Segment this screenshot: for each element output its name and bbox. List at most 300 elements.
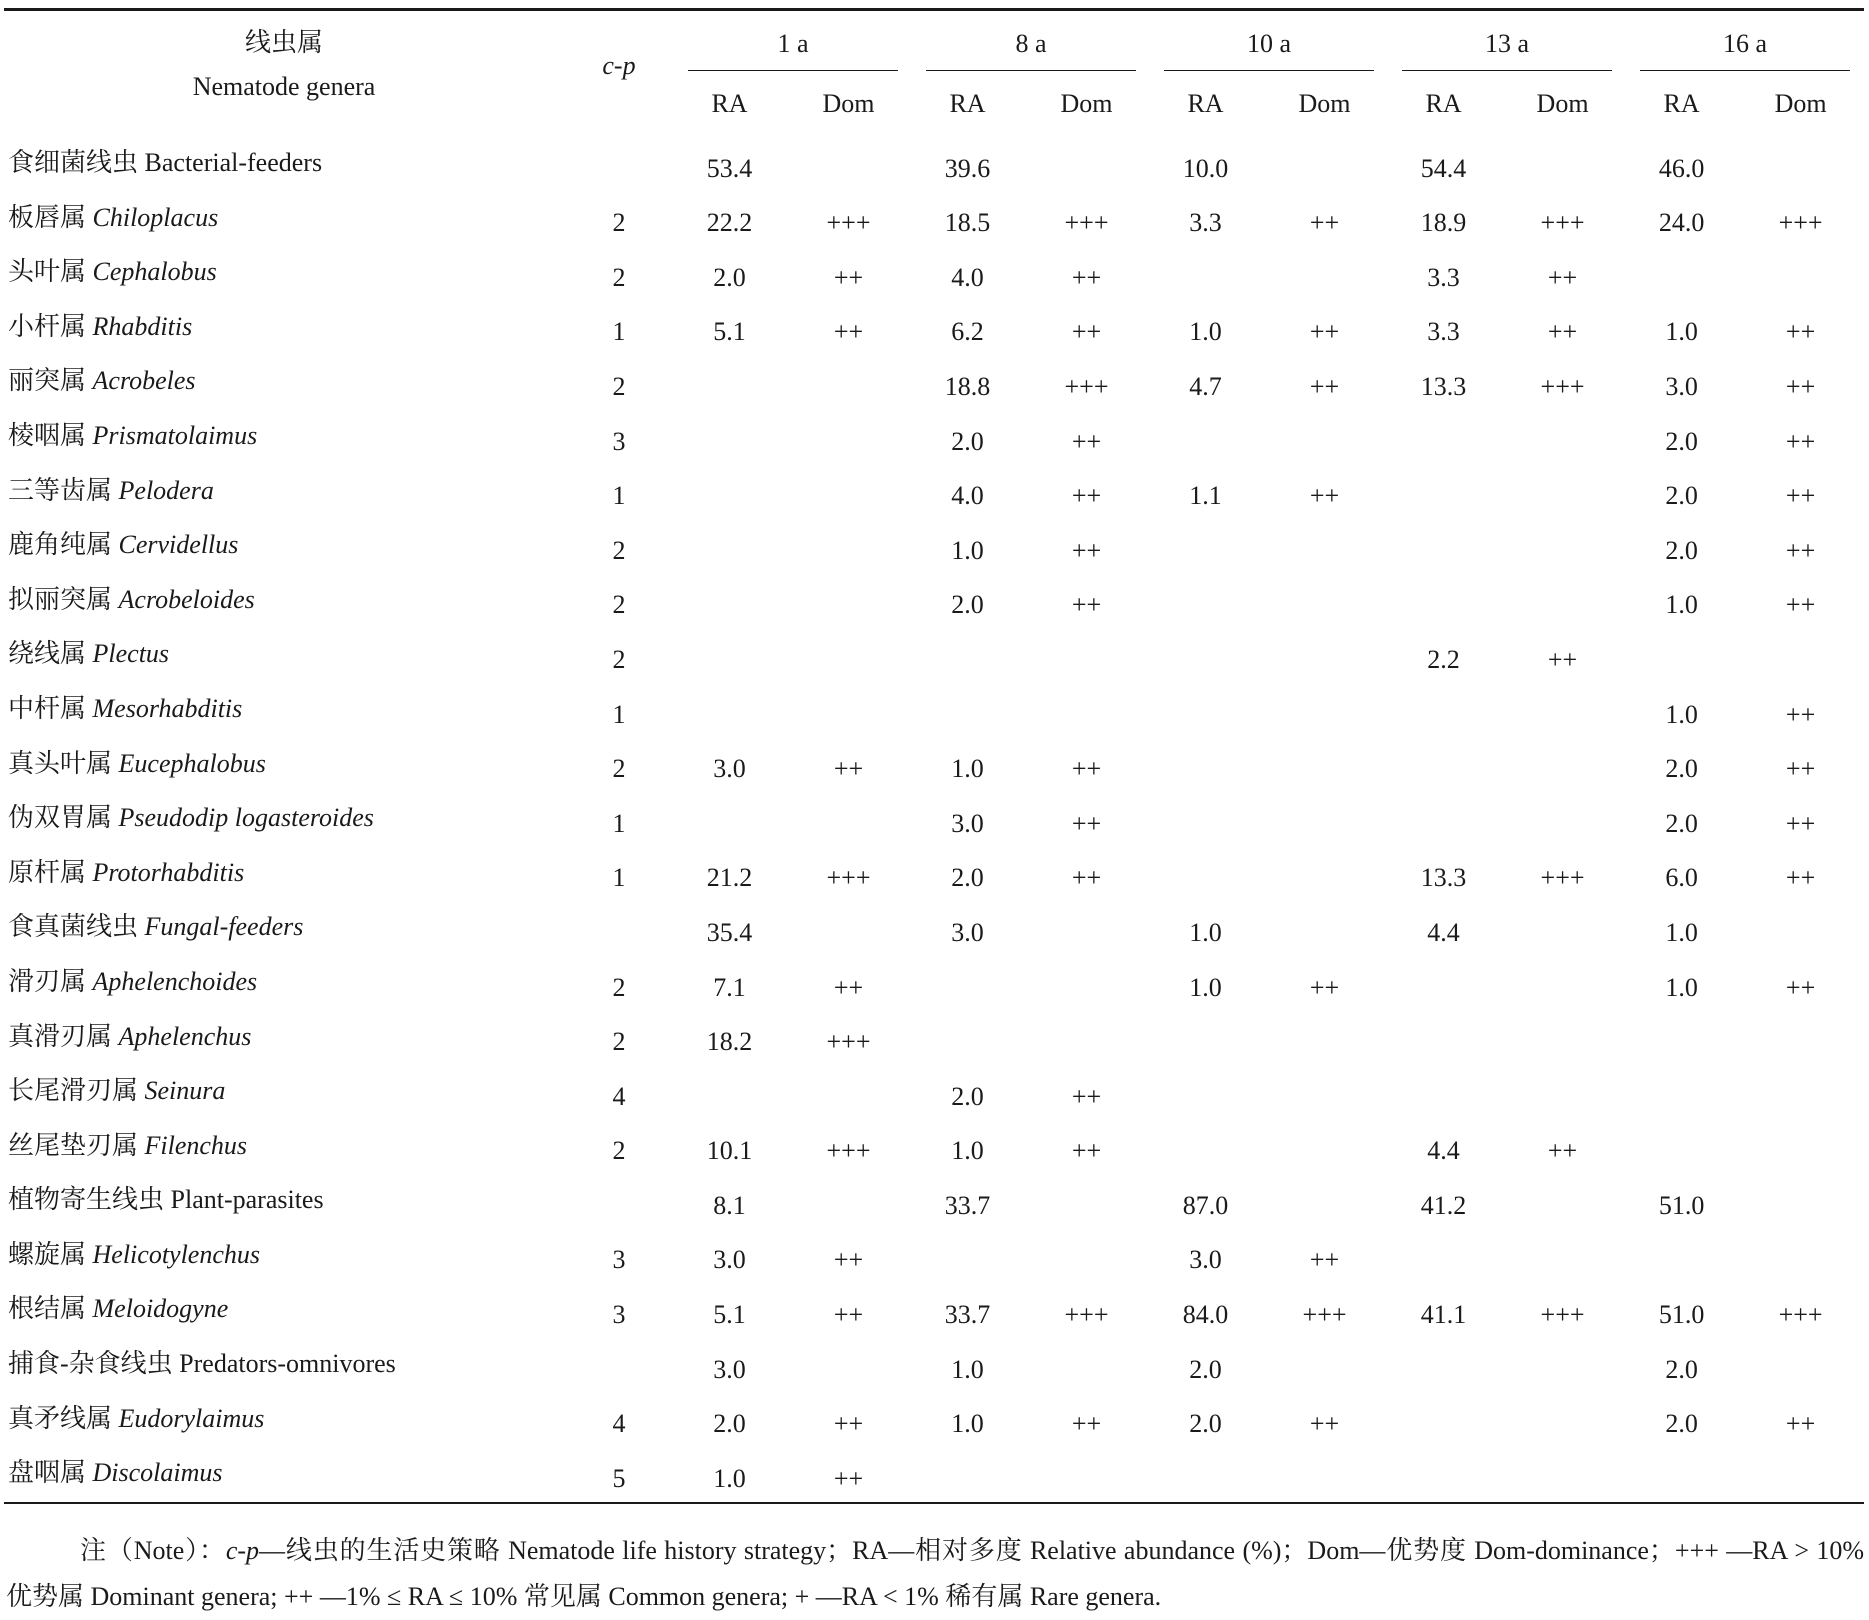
cp-value-cell (564, 137, 674, 192)
genus-name-cn: 根结属 (8, 1294, 87, 1324)
genus-name-en: Cephalobus (92, 257, 217, 287)
ra-value-cell (1388, 465, 1499, 520)
table-row (4, 574, 1864, 629)
cp-value-cell: 2 (612, 208, 626, 238)
genus-name-en: Acrobeles (92, 366, 196, 396)
dom-value-cell: ++ (1309, 972, 1340, 1002)
genus-name-en: Seinura (144, 1076, 226, 1106)
genus-name-cell (4, 1065, 564, 1120)
dom-value-cell: ++ (1071, 1409, 1102, 1439)
note-body: —线虫的生活史策略 Nematode life history strategy；RA—相对多度 Relative abundance (%)；Dom—优势度 Dom-dominance；+++ —RA > 10% 优势属 Dominant genera; ++ —1% ≤ RA ≤ 10% 常见属 Common genera; + —RA < 1% 稀有属 Rare genera. (6, 1536, 1864, 1611)
ra-value-cell: 2.0 (1665, 1409, 1698, 1439)
data-table-container (4, 8, 1864, 1504)
table-row (4, 1065, 1864, 1120)
genus-name-en: Filenchus (144, 1130, 248, 1160)
ra-value-cell: 18.2 (706, 1027, 753, 1057)
dom-value-cell: +++ (826, 1027, 871, 1057)
year-header-13: 13 a (1388, 10, 1626, 72)
genus-name-cell (4, 956, 564, 1011)
dom-value-cell (1499, 1229, 1626, 1284)
table-row (4, 1174, 1864, 1229)
genus-name-cn: 滑刃属 (8, 966, 87, 996)
table-body (4, 137, 1864, 1503)
dom-value-cell (1499, 1174, 1626, 1229)
dom-value-cell (1261, 574, 1388, 629)
ra-value-cell (674, 792, 785, 847)
dom-value-cell (1261, 1065, 1388, 1120)
ra-value-cell: 3.0 (713, 1354, 746, 1384)
dom-value-cell (1261, 1120, 1388, 1175)
dom-value-cell: ++ (1309, 317, 1340, 347)
genus-name-cell (4, 1283, 564, 1338)
table-row (4, 1229, 1864, 1284)
ra-value-cell: 2.0 (713, 1409, 746, 1439)
dom-value-cell: ++ (1071, 317, 1102, 347)
ra-value-cell: 4.4 (1427, 917, 1460, 947)
dom-value-cell: +++ (1064, 208, 1109, 238)
dom-value-cell (1737, 1447, 1864, 1503)
table-row (4, 792, 1864, 847)
ra-value-cell: 13.3 (1420, 371, 1467, 401)
ra-value-cell: 1.0 (1665, 917, 1698, 947)
cp-value-cell: 1 (612, 481, 626, 511)
ra-value-cell: 21.2 (706, 863, 753, 893)
cp-value-cell: 2 (612, 1027, 626, 1057)
genus-name-cn: 长尾滑刃属 (8, 1076, 139, 1106)
genus-name-cell (4, 246, 564, 301)
genus-name-en: Plectus (92, 639, 170, 669)
dom-value-cell: ++ (1071, 262, 1102, 292)
dom-value-cell (1261, 1011, 1388, 1066)
ra-value-cell (1388, 1011, 1499, 1066)
dom-value-cell: ++ (1547, 644, 1578, 674)
genus-name-cell (4, 192, 564, 247)
table-row (4, 847, 1864, 902)
genus-name-cn: 食细菌线虫 (8, 148, 139, 177)
genus-name-cell (4, 792, 564, 847)
dom-value-cell (1261, 519, 1388, 574)
dom-value-cell (785, 792, 912, 847)
ra-value-cell: 10.1 (706, 1136, 753, 1166)
genus-name-cn: 丽突属 (8, 366, 87, 396)
dom-value-cell: ++ (1785, 972, 1816, 1002)
table-row (4, 192, 1864, 247)
dom-value-cell (1737, 901, 1864, 956)
ra-value-cell: 33.7 (944, 1190, 991, 1220)
dom-value-cell: +++ (1540, 1300, 1585, 1330)
ra-value-cell: 1.0 (674, 1447, 785, 1503)
genus-name-en: Chiloplacus (92, 202, 219, 232)
dom-value-cell: ++ (1547, 1136, 1578, 1166)
dom-value-cell (1261, 1174, 1388, 1229)
ra-value-cell: 2.0 (1665, 481, 1698, 511)
dom-value-cell: ++ (1309, 1409, 1340, 1439)
dom-value-cell (1499, 1011, 1626, 1066)
ra-value-cell (1388, 683, 1499, 738)
ra-value-cell (1150, 683, 1261, 738)
dom-value-cell: +++ (826, 1136, 871, 1166)
dom-value-cell (1023, 1174, 1150, 1229)
genus-name-cn: 盘咽属 (8, 1458, 87, 1488)
dom-value-cell (1499, 738, 1626, 793)
dom-value-cell (1499, 137, 1626, 192)
genus-name-cell (4, 1393, 564, 1448)
table-note (6, 1528, 1864, 1620)
ra-value-cell (1388, 1338, 1499, 1393)
ra-value-cell (1150, 1447, 1261, 1503)
genus-name-cn: 头叶属 (8, 257, 87, 287)
genus-name-en: Prismatolaimus (92, 420, 258, 450)
table-row (4, 301, 1864, 356)
dom-value-cell: ++ (1785, 590, 1816, 620)
genus-name-cell (4, 1174, 564, 1229)
ra-value-cell: 2.0 (951, 426, 984, 456)
genus-name-cell (4, 574, 564, 629)
ra-value-cell: 2.0 (1665, 754, 1698, 784)
ra-value-cell: 1.0 (1189, 917, 1222, 947)
ra-value-cell: 6.2 (951, 317, 984, 347)
genus-header-en: Nematode genera (192, 72, 376, 101)
table-row (4, 683, 1864, 738)
ra-value-cell: 2.2 (1427, 644, 1460, 674)
genus-name-cell (4, 1229, 564, 1284)
table-row (4, 1447, 1864, 1503)
year-header-16: 16 a (1626, 10, 1864, 72)
dom-value-cell (1023, 1447, 1150, 1503)
cp-value-cell: 2 (612, 972, 626, 1002)
ra-value-cell (1150, 519, 1261, 574)
ra-value-cell: 2.0 (1189, 1354, 1222, 1384)
dom-value-cell: ++ (833, 1409, 864, 1439)
ra-value-cell: 1.0 (1665, 972, 1698, 1002)
genus-name-cn: 丝尾垫刃属 (8, 1130, 139, 1160)
genus-name-cn: 食真菌线虫 (8, 912, 139, 942)
cp-value-cell (564, 1338, 674, 1393)
cp-value-cell: 2 (612, 590, 626, 620)
dom-value-cell (1499, 1338, 1626, 1393)
dom-value-cell: ++ (1785, 317, 1816, 347)
dom-value-cell (1261, 410, 1388, 465)
ra-value-cell: 3.0 (1665, 371, 1698, 401)
ra-value-cell: 2.0 (1665, 426, 1698, 456)
ra-value-cell: 3.3 (1189, 208, 1222, 238)
ra-value-cell (1388, 410, 1499, 465)
ra-value-cell (1626, 1065, 1737, 1120)
ra-value-cell: 22.2 (706, 208, 753, 238)
genus-name-cn: 中杆属 (8, 693, 87, 723)
dom-value-cell (1737, 137, 1864, 192)
dom-value-cell (785, 355, 912, 410)
dom-value-cell: ++ (1785, 371, 1816, 401)
dom-value-cell: ++ (1785, 1409, 1816, 1439)
ra-value-cell (1626, 1011, 1737, 1066)
table-row (4, 738, 1864, 793)
table-row (4, 1393, 1864, 1448)
cp-value-cell: 2 (612, 535, 626, 565)
ra-value-cell (1388, 792, 1499, 847)
ra-value-cell (1150, 410, 1261, 465)
ra-value-cell: 18.9 (1420, 208, 1467, 238)
dom-value-cell (1261, 1338, 1388, 1393)
ra-value-cell: 51.0 (1658, 1190, 1705, 1220)
cp-value-cell (564, 901, 674, 956)
dom-value-cell: ++ (1071, 863, 1102, 893)
ra-value-cell: 1.0 (1189, 972, 1222, 1002)
genus-name-cell (4, 1120, 564, 1175)
ra-value-cell (1150, 574, 1261, 629)
genus-name-cn: 捕食-杂食线虫 (8, 1349, 173, 1379)
dom-value-cell: ++ (1547, 317, 1578, 347)
ra-value-cell (1388, 519, 1499, 574)
ra-value-cell (674, 574, 785, 629)
ra-header: RA (711, 89, 748, 118)
genus-name-cn: 棱咽属 (8, 420, 87, 450)
genus-name-en: Rhabditis (92, 311, 193, 341)
table-row (4, 355, 1864, 410)
ra-value-cell (674, 465, 785, 520)
dom-value-cell: ++ (1071, 535, 1102, 565)
table-row (4, 1338, 1864, 1393)
ra-value-cell (1388, 574, 1499, 629)
ra-value-cell: 6.0 (1665, 863, 1698, 893)
dom-value-cell: ++ (833, 1245, 864, 1275)
ra-value-cell: 1.0 (951, 535, 984, 565)
ra-value-cell: 2.0 (951, 1081, 984, 1111)
genus-name-en: Eucephalobus (118, 748, 266, 778)
dom-value-cell (785, 901, 912, 956)
year-header-8: 8 a (912, 10, 1150, 72)
dom-value-cell: +++ (1064, 371, 1109, 401)
ra-value-cell: 1.1 (1189, 481, 1222, 511)
ra-value-cell (1626, 628, 1737, 683)
dom-value-cell: ++ (1785, 535, 1816, 565)
dom-value-cell: ++ (1071, 590, 1102, 620)
ra-value-cell (1150, 792, 1261, 847)
table-row (4, 628, 1864, 683)
nematode-table (4, 8, 1864, 1504)
ra-value-cell: 4.4 (1427, 1136, 1460, 1166)
cp-value-cell: 2 (612, 754, 626, 784)
ra-value-cell: 4.0 (951, 481, 984, 511)
ra-value-cell: 4.7 (1189, 371, 1222, 401)
genus-name-en: Bacterial-feeders (144, 148, 323, 177)
genus-name-en: Predators-omnivores (179, 1349, 396, 1379)
ra-value-cell: 24.0 (1658, 208, 1705, 238)
dom-value-cell: ++ (833, 262, 864, 292)
ra-value-cell: 87.0 (1182, 1190, 1229, 1220)
dom-value-cell: ++ (1547, 262, 1578, 292)
cp-value-cell (564, 1174, 674, 1229)
dom-value-cell: +++ (1064, 1300, 1109, 1330)
ra-value-cell: 3.0 (951, 808, 984, 838)
ra-value-cell: 54.4 (1420, 153, 1467, 183)
dom-value-cell (785, 628, 912, 683)
ra-value-cell: 18.8 (944, 371, 991, 401)
ra-value-cell (1388, 956, 1499, 1011)
ra-value-cell (912, 1229, 1023, 1284)
dom-value-cell (1499, 683, 1626, 738)
ra-header: RA (949, 89, 986, 118)
ra-value-cell: 2.0 (1189, 1409, 1222, 1439)
genus-name-cell (4, 683, 564, 738)
dom-value-cell (1023, 1011, 1150, 1066)
ra-value-cell: 41.2 (1420, 1190, 1467, 1220)
ra-value-cell (1388, 1065, 1499, 1120)
dom-value-cell (1737, 1011, 1864, 1066)
genus-name-en: Pelodera (118, 475, 214, 505)
cp-value-cell: 1 (612, 863, 626, 893)
dom-header: Dom (1060, 89, 1113, 118)
dom-value-cell: ++ (1071, 754, 1102, 784)
ra-value-cell: 41.1 (1420, 1300, 1467, 1330)
dom-value-cell (1023, 901, 1150, 956)
ra-value-cell (1626, 1229, 1737, 1284)
dom-value-cell: ++ (1071, 808, 1102, 838)
cp-value-cell: 4 (612, 1409, 626, 1439)
ra-value-cell: 18.5 (944, 208, 991, 238)
ra-value-cell: 1.0 (1665, 590, 1698, 620)
ra-value-cell (912, 683, 1023, 738)
ra-value-cell: 1.0 (951, 1136, 984, 1166)
dom-header: Dom (1298, 89, 1351, 118)
genus-name-cn: 鹿角纯属 (8, 530, 113, 560)
dom-value-cell (785, 1338, 912, 1393)
dom-value-cell: ++ (1071, 1136, 1102, 1166)
genus-name-en: Aphelenchus (118, 1021, 252, 1051)
genus-name-en: Helicotylenchus (92, 1239, 261, 1269)
genus-name-en: Mesorhabditis (92, 693, 243, 723)
table-row (4, 519, 1864, 574)
ra-value-cell (1150, 628, 1261, 683)
dom-value-cell (1737, 1065, 1864, 1120)
dom-value-cell: +++ (1540, 863, 1585, 893)
dom-value-cell (1261, 792, 1388, 847)
dom-value-cell (1023, 683, 1150, 738)
dom-value-cell: ++ (1309, 371, 1340, 401)
ra-header: RA (1187, 89, 1224, 118)
dom-value-cell: ++ (1309, 481, 1340, 511)
dom-value-cell: +++ (1540, 371, 1585, 401)
cp-value-cell: 2 (612, 644, 626, 674)
ra-value-cell: 2.0 (713, 262, 746, 292)
ra-value-cell (912, 956, 1023, 1011)
genus-name-cell (4, 301, 564, 356)
genus-name-cell (4, 465, 564, 520)
genus-name-cn: 三等齿属 (8, 475, 113, 505)
ra-value-cell: 1.0 (951, 754, 984, 784)
dom-value-cell (1499, 901, 1626, 956)
dom-value-cell: ++ (1785, 808, 1816, 838)
genus-name-cn: 小杆属 (8, 311, 87, 341)
dom-value-cell (1499, 1065, 1626, 1120)
genus-name-cell (4, 901, 564, 956)
dom-value-cell (1261, 246, 1388, 301)
dom-value-cell: +++ (1540, 208, 1585, 238)
dom-value-cell: ++ (833, 1300, 864, 1330)
dom-value-cell (1737, 246, 1864, 301)
table-row (4, 1120, 1864, 1175)
dom-value-cell: ++ (833, 972, 864, 1002)
genus-name-en: Pseudodip logasteroides (118, 803, 374, 833)
year-header-1: 1 a (674, 10, 912, 72)
dom-value-cell: +++ (826, 208, 871, 238)
dom-value-cell: ++ (1071, 481, 1102, 511)
dom-value-cell: ++ (833, 754, 864, 784)
dom-value-cell (1499, 465, 1626, 520)
ra-value-cell (1150, 1120, 1261, 1175)
ra-value-cell (1626, 1120, 1737, 1175)
note-cp-term: c-p (225, 1536, 260, 1565)
dom-value-cell (1499, 574, 1626, 629)
dom-value-cell (785, 1065, 912, 1120)
ra-value-cell: 5.1 (713, 1300, 746, 1330)
dom-value-cell: ++ (1071, 1081, 1102, 1111)
genus-name-en: Meloidogyne (92, 1294, 229, 1324)
dom-value-cell (1023, 1229, 1150, 1284)
dom-value-cell: +++ (1778, 1300, 1823, 1330)
dom-value-cell (1261, 1447, 1388, 1503)
ra-value-cell (1150, 246, 1261, 301)
ra-value-cell: 46.0 (1658, 153, 1705, 183)
dom-value-cell (785, 410, 912, 465)
genus-name-en: Cervidellus (118, 530, 239, 560)
cp-value-cell: 4 (612, 1081, 626, 1111)
genus-name-cell (4, 519, 564, 574)
dom-value-cell: ++ (1309, 208, 1340, 238)
ra-value-cell: 51.0 (1658, 1300, 1705, 1330)
ra-value-cell: 53.4 (706, 153, 753, 183)
genus-name-cell (4, 1447, 564, 1503)
dom-value-cell (1261, 628, 1388, 683)
dom-value-cell (1737, 1174, 1864, 1229)
genus-header (4, 10, 564, 138)
dom-value-cell: ++ (1785, 481, 1816, 511)
genus-name-cn: 拟丽突属 (8, 584, 113, 614)
ra-header: RA (1425, 89, 1462, 118)
dom-value-cell (1261, 137, 1388, 192)
ra-value-cell (674, 683, 785, 738)
ra-value-cell: 3.0 (713, 754, 746, 784)
cp-value-cell: 3 (612, 1300, 626, 1330)
dom-value-cell (1499, 410, 1626, 465)
genus-name-cn: 螺旋属 (8, 1239, 87, 1269)
dom-value-cell: ++ (1785, 699, 1816, 729)
cp-value-cell: 2 (612, 262, 626, 292)
ra-value-cell (912, 1447, 1023, 1503)
ra-value-cell: 35.4 (706, 917, 753, 947)
genus-name-en: Aphelenchoides (92, 966, 258, 996)
dom-header: Dom (822, 89, 875, 118)
dom-value-cell: +++ (1778, 208, 1823, 238)
dom-value-cell (1499, 956, 1626, 1011)
ra-value-cell: 2.0 (1665, 535, 1698, 565)
dom-value-cell: ++ (785, 1447, 912, 1503)
dom-value-cell (1261, 683, 1388, 738)
genus-name-en: Discolaimus (92, 1458, 223, 1488)
ra-value-cell (1388, 1393, 1499, 1448)
cp-value-cell: 3 (612, 426, 626, 456)
genus-name-cell (4, 1338, 564, 1393)
ra-value-cell: 7.1 (713, 972, 746, 1002)
ra-value-cell: 3.3 (1427, 262, 1460, 292)
note-text (6, 1528, 1864, 1620)
dom-value-cell (1499, 1393, 1626, 1448)
ra-value-cell (912, 1011, 1023, 1066)
dom-value-cell (1499, 792, 1626, 847)
genus-name-cell (4, 355, 564, 410)
genus-name-cn: 真矛线属 (8, 1403, 113, 1433)
dom-value-cell (1499, 1447, 1626, 1503)
